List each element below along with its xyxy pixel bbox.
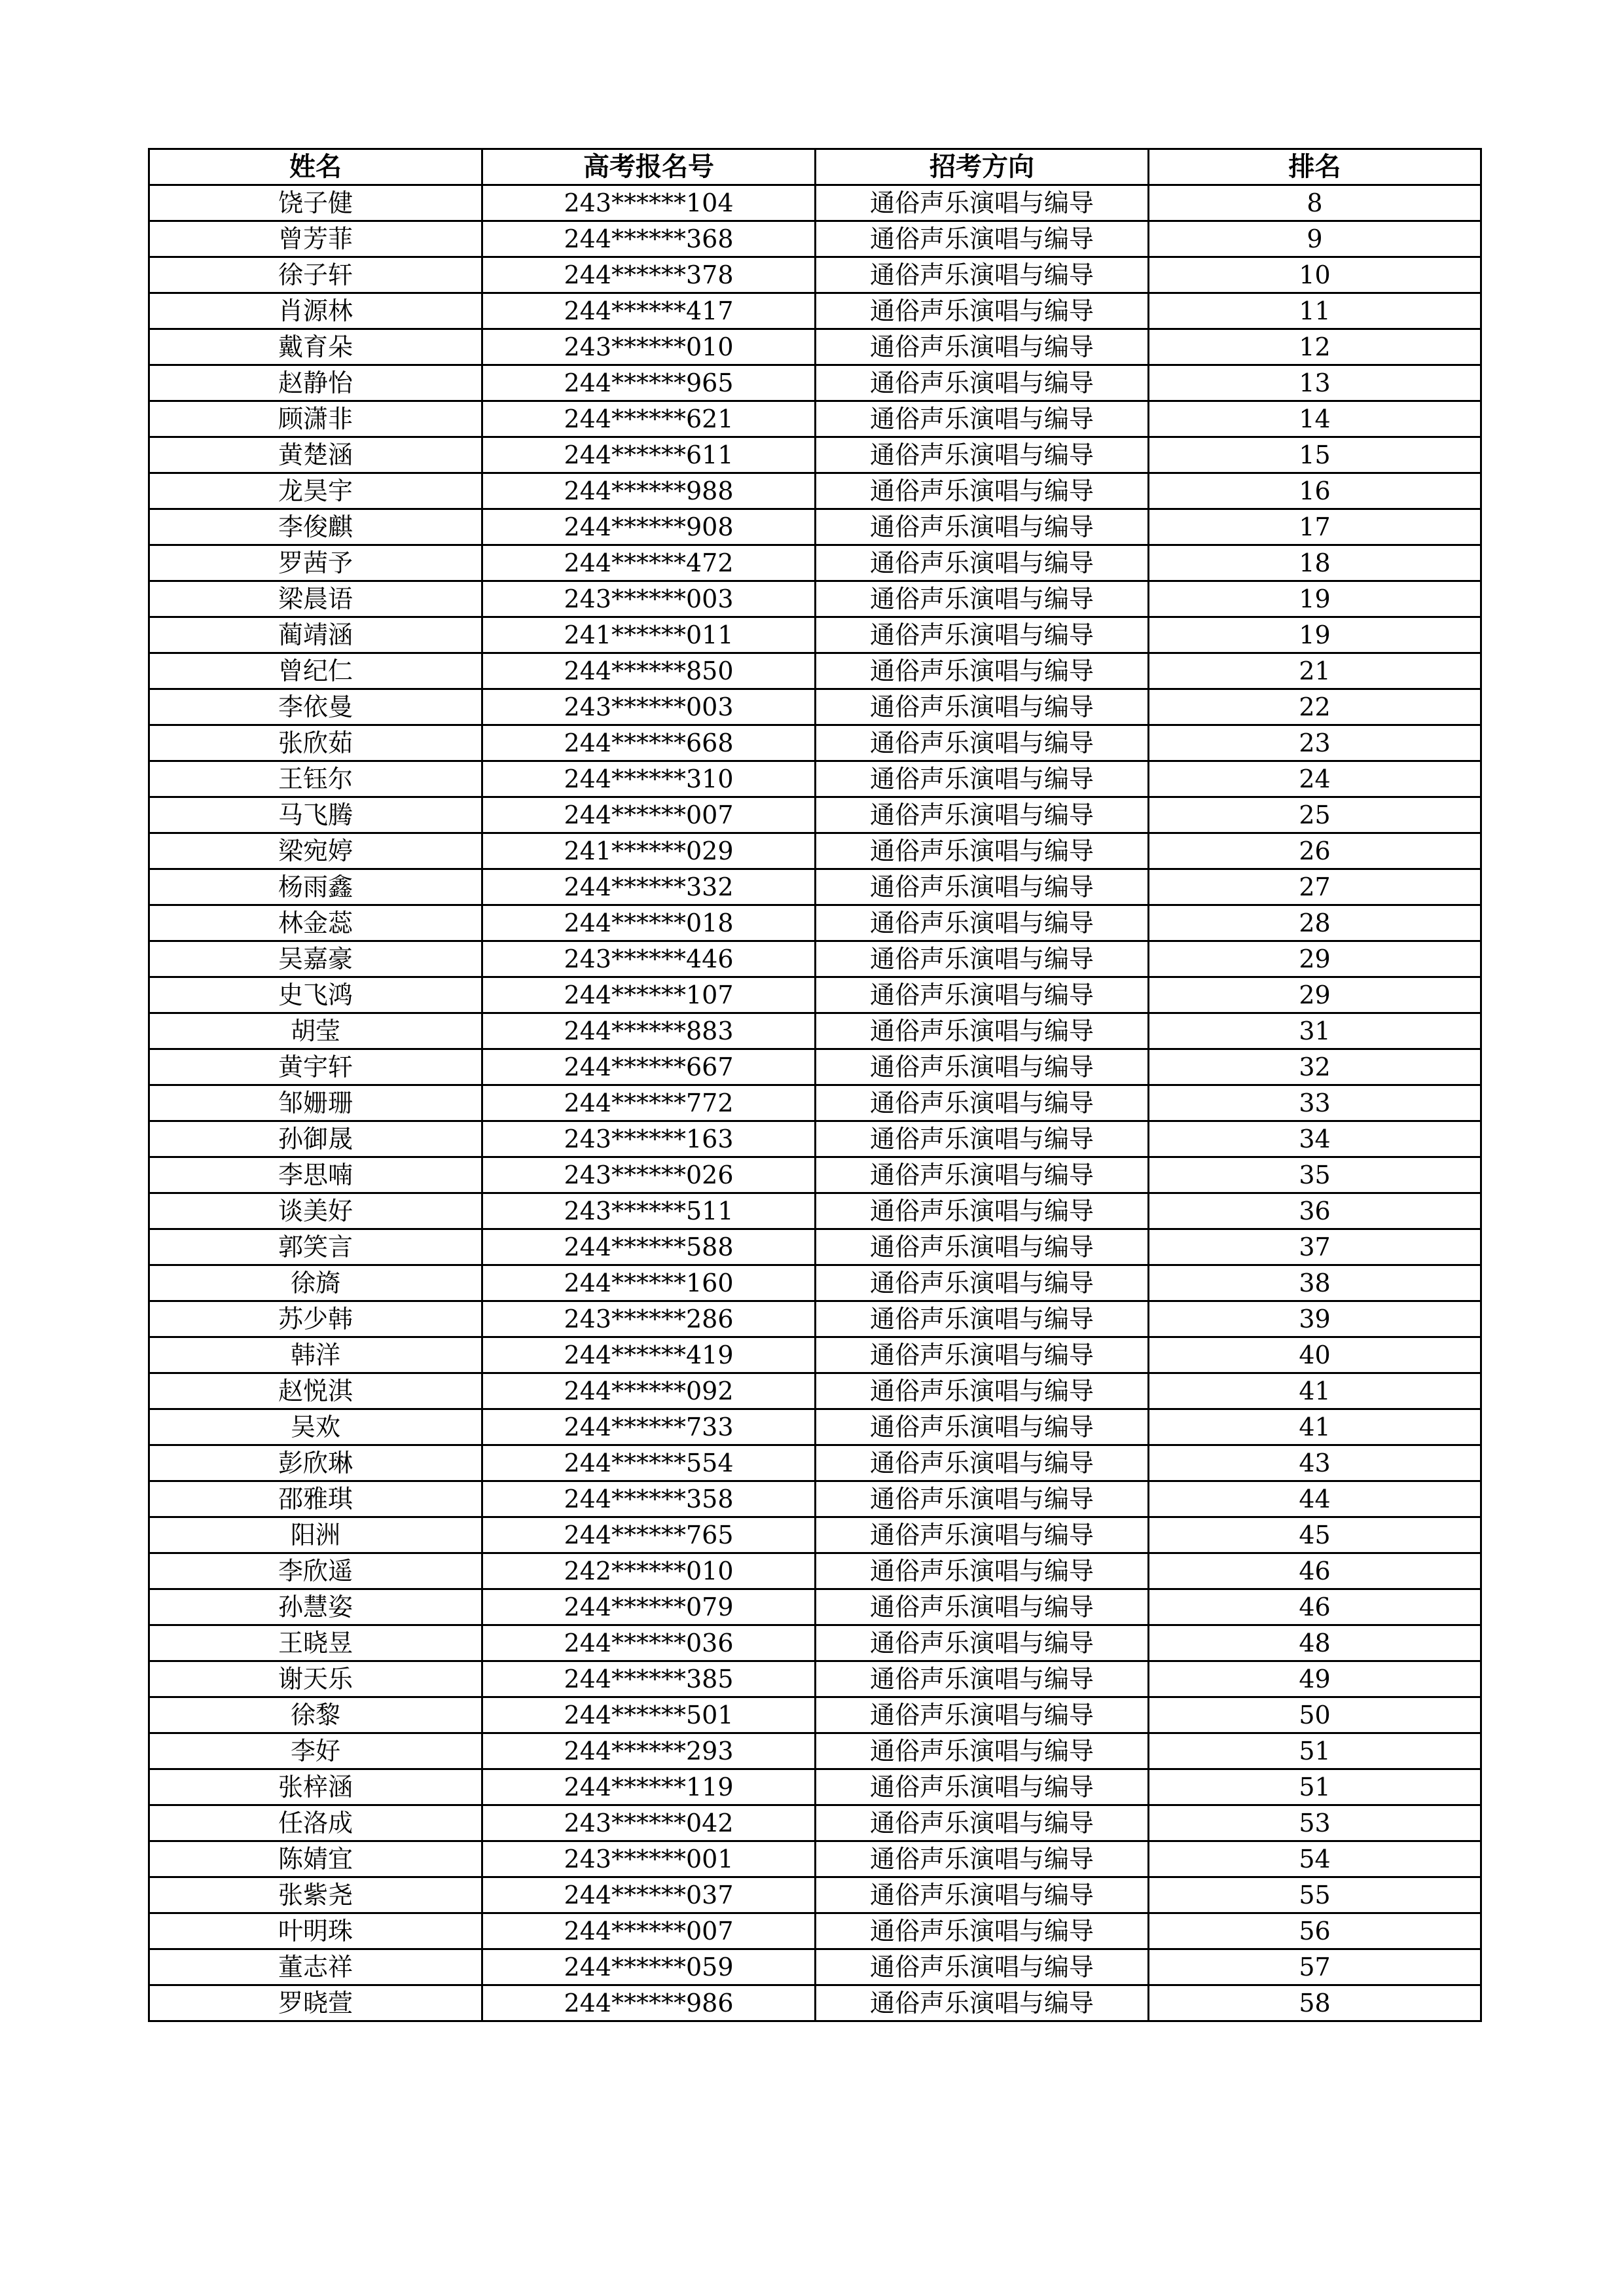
cell-rank: 23 bbox=[1149, 725, 1481, 761]
cell-rank: 10 bbox=[1149, 257, 1481, 293]
cell-rank: 33 bbox=[1149, 1085, 1481, 1121]
table-row bbox=[149, 1013, 1481, 1049]
cell-name: 罗晓萱 bbox=[149, 1985, 482, 2021]
table-row bbox=[149, 1661, 1481, 1697]
table-row bbox=[149, 1913, 1481, 1949]
table-row bbox=[149, 1193, 1481, 1229]
cell-name: 蔺靖涵 bbox=[149, 617, 482, 653]
cell-rank: 15 bbox=[1149, 437, 1481, 473]
cell-direction: 通俗声乐演唱与编导 bbox=[816, 1373, 1149, 1409]
cell-rank: 17 bbox=[1149, 509, 1481, 545]
header-registration-number: 高考报名号 bbox=[482, 149, 816, 185]
table-row bbox=[149, 1553, 1481, 1589]
cell-rank: 41 bbox=[1149, 1373, 1481, 1409]
cell-registration-number: 244******850 bbox=[482, 653, 816, 689]
cell-direction: 通俗声乐演唱与编导 bbox=[816, 1949, 1149, 1985]
cell-name: 徐子轩 bbox=[149, 257, 482, 293]
table-row bbox=[149, 1085, 1481, 1121]
cell-registration-number: 244******119 bbox=[482, 1769, 816, 1805]
table-row bbox=[149, 1409, 1481, 1445]
cell-rank: 19 bbox=[1149, 617, 1481, 653]
cell-direction: 通俗声乐演唱与编导 bbox=[816, 1229, 1149, 1265]
header-rank: 排名 bbox=[1149, 149, 1481, 185]
table-row bbox=[149, 1121, 1481, 1157]
cell-direction: 通俗声乐演唱与编导 bbox=[816, 869, 1149, 905]
cell-direction: 通俗声乐演唱与编导 bbox=[816, 725, 1149, 761]
cell-rank: 41 bbox=[1149, 1409, 1481, 1445]
cell-registration-number: 244******733 bbox=[482, 1409, 816, 1445]
cell-name: 肖源林 bbox=[149, 293, 482, 329]
header-name: 姓名 bbox=[149, 149, 482, 185]
cell-rank: 43 bbox=[1149, 1445, 1481, 1481]
table-row bbox=[149, 1589, 1481, 1625]
cell-registration-number: 244******417 bbox=[482, 293, 816, 329]
cell-registration-number: 243******003 bbox=[482, 689, 816, 725]
cell-direction: 通俗声乐演唱与编导 bbox=[816, 617, 1149, 653]
table-body bbox=[149, 185, 1481, 2021]
cell-rank: 51 bbox=[1149, 1733, 1481, 1769]
cell-registration-number: 244******908 bbox=[482, 509, 816, 545]
table-row bbox=[149, 1949, 1481, 1985]
cell-registration-number: 244******667 bbox=[482, 1049, 816, 1085]
table-row bbox=[149, 509, 1481, 545]
cell-name: 孙慧姿 bbox=[149, 1589, 482, 1625]
cell-direction: 通俗声乐演唱与编导 bbox=[816, 1517, 1149, 1553]
cell-direction: 通俗声乐演唱与编导 bbox=[816, 1085, 1149, 1121]
table-row bbox=[149, 437, 1481, 473]
cell-direction: 通俗声乐演唱与编导 bbox=[816, 1121, 1149, 1157]
cell-registration-number: 243******026 bbox=[482, 1157, 816, 1193]
table-row bbox=[149, 581, 1481, 617]
table-row bbox=[149, 1373, 1481, 1409]
table-row bbox=[149, 1841, 1481, 1877]
table-row bbox=[149, 401, 1481, 437]
cell-registration-number: 241******011 bbox=[482, 617, 816, 653]
table-row bbox=[149, 1769, 1481, 1805]
cell-direction: 通俗声乐演唱与编导 bbox=[816, 473, 1149, 509]
cell-name: 龙昊宇 bbox=[149, 473, 482, 509]
cell-registration-number: 244******079 bbox=[482, 1589, 816, 1625]
cell-name: 赵静怡 bbox=[149, 365, 482, 401]
cell-name: 陈婧宜 bbox=[149, 1841, 482, 1877]
cell-registration-number: 244******765 bbox=[482, 1517, 816, 1553]
table-row bbox=[149, 329, 1481, 365]
table-row bbox=[149, 653, 1481, 689]
cell-registration-number: 244******588 bbox=[482, 1229, 816, 1265]
cell-registration-number: 243******003 bbox=[482, 581, 816, 617]
cell-rank: 16 bbox=[1149, 473, 1481, 509]
cell-name: 吴欢 bbox=[149, 1409, 482, 1445]
cell-name: 史飞鸿 bbox=[149, 977, 482, 1013]
cell-direction: 通俗声乐演唱与编导 bbox=[816, 905, 1149, 941]
cell-rank: 22 bbox=[1149, 689, 1481, 725]
cell-direction: 通俗声乐演唱与编导 bbox=[816, 1841, 1149, 1877]
table-row bbox=[149, 905, 1481, 941]
cell-registration-number: 244******059 bbox=[482, 1949, 816, 1985]
cell-rank: 31 bbox=[1149, 1013, 1481, 1049]
cell-direction: 通俗声乐演唱与编导 bbox=[816, 1553, 1149, 1589]
cell-direction: 通俗声乐演唱与编导 bbox=[816, 833, 1149, 869]
table-row bbox=[149, 473, 1481, 509]
cell-direction: 通俗声乐演唱与编导 bbox=[816, 401, 1149, 437]
table-row bbox=[149, 545, 1481, 581]
table-row bbox=[149, 221, 1481, 257]
cell-direction: 通俗声乐演唱与编导 bbox=[816, 545, 1149, 581]
cell-registration-number: 244******554 bbox=[482, 1445, 816, 1481]
cell-name: 谈美好 bbox=[149, 1193, 482, 1229]
cell-registration-number: 243******286 bbox=[482, 1301, 816, 1337]
cell-registration-number: 244******472 bbox=[482, 545, 816, 581]
cell-registration-number: 244******107 bbox=[482, 977, 816, 1013]
cell-direction: 通俗声乐演唱与编导 bbox=[816, 1805, 1149, 1841]
table-row bbox=[149, 1985, 1481, 2021]
cell-rank: 40 bbox=[1149, 1337, 1481, 1373]
cell-direction: 通俗声乐演唱与编导 bbox=[816, 1481, 1149, 1517]
cell-registration-number: 244******611 bbox=[482, 437, 816, 473]
cell-name: 胡莹 bbox=[149, 1013, 482, 1049]
cell-direction: 通俗声乐演唱与编导 bbox=[816, 797, 1149, 833]
cell-name: 张梓涵 bbox=[149, 1769, 482, 1805]
cell-rank: 38 bbox=[1149, 1265, 1481, 1301]
cell-registration-number: 242******010 bbox=[482, 1553, 816, 1589]
cell-name: 郭笑言 bbox=[149, 1229, 482, 1265]
cell-name: 罗茜予 bbox=[149, 545, 482, 581]
cell-registration-number: 243******010 bbox=[482, 329, 816, 365]
cell-direction: 通俗声乐演唱与编导 bbox=[816, 1049, 1149, 1085]
cell-rank: 44 bbox=[1149, 1481, 1481, 1517]
cell-registration-number: 244******501 bbox=[482, 1697, 816, 1733]
cell-name: 苏少韩 bbox=[149, 1301, 482, 1337]
cell-direction: 通俗声乐演唱与编导 bbox=[816, 1661, 1149, 1697]
cell-registration-number: 244******007 bbox=[482, 1913, 816, 1949]
table-row bbox=[149, 1337, 1481, 1373]
header-direction: 招考方向 bbox=[816, 149, 1149, 185]
cell-direction: 通俗声乐演唱与编导 bbox=[816, 1013, 1149, 1049]
table-row bbox=[149, 797, 1481, 833]
cell-registration-number: 244******986 bbox=[482, 1985, 816, 2021]
cell-direction: 通俗声乐演唱与编导 bbox=[816, 1193, 1149, 1229]
cell-rank: 28 bbox=[1149, 905, 1481, 941]
cell-rank: 46 bbox=[1149, 1553, 1481, 1589]
cell-rank: 13 bbox=[1149, 365, 1481, 401]
cell-name: 徐旖 bbox=[149, 1265, 482, 1301]
cell-direction: 通俗声乐演唱与编导 bbox=[816, 437, 1149, 473]
cell-direction: 通俗声乐演唱与编导 bbox=[816, 1625, 1149, 1661]
cell-registration-number: 244******293 bbox=[482, 1733, 816, 1769]
table-row bbox=[149, 365, 1481, 401]
table-row bbox=[149, 1733, 1481, 1769]
cell-direction: 通俗声乐演唱与编导 bbox=[816, 761, 1149, 797]
cell-rank: 32 bbox=[1149, 1049, 1481, 1085]
cell-name: 曾纪仁 bbox=[149, 653, 482, 689]
cell-registration-number: 244******668 bbox=[482, 725, 816, 761]
cell-direction: 通俗声乐演唱与编导 bbox=[816, 365, 1149, 401]
table-row bbox=[149, 1517, 1481, 1553]
table-row bbox=[149, 617, 1481, 653]
cell-rank: 45 bbox=[1149, 1517, 1481, 1553]
cell-rank: 36 bbox=[1149, 1193, 1481, 1229]
cell-direction: 通俗声乐演唱与编导 bbox=[816, 977, 1149, 1013]
cell-name: 饶子健 bbox=[149, 185, 482, 221]
cell-name: 黄楚涵 bbox=[149, 437, 482, 473]
cell-direction: 通俗声乐演唱与编导 bbox=[816, 221, 1149, 257]
cell-registration-number: 243******104 bbox=[482, 185, 816, 221]
cell-name: 马飞腾 bbox=[149, 797, 482, 833]
cell-registration-number: 244******378 bbox=[482, 257, 816, 293]
cell-rank: 25 bbox=[1149, 797, 1481, 833]
cell-name: 谢天乐 bbox=[149, 1661, 482, 1697]
table-header-row bbox=[149, 149, 1481, 185]
cell-direction: 通俗声乐演唱与编导 bbox=[816, 1733, 1149, 1769]
cell-rank: 50 bbox=[1149, 1697, 1481, 1733]
cell-registration-number: 244******368 bbox=[482, 221, 816, 257]
cell-rank: 54 bbox=[1149, 1841, 1481, 1877]
cell-name: 吴嘉豪 bbox=[149, 941, 482, 977]
cell-rank: 19 bbox=[1149, 581, 1481, 617]
ranking-table bbox=[148, 148, 1482, 2022]
cell-registration-number: 241******029 bbox=[482, 833, 816, 869]
cell-registration-number: 243******446 bbox=[482, 941, 816, 977]
cell-rank: 49 bbox=[1149, 1661, 1481, 1697]
cell-registration-number: 244******332 bbox=[482, 869, 816, 905]
table-row bbox=[149, 1481, 1481, 1517]
cell-rank: 29 bbox=[1149, 941, 1481, 977]
cell-name: 李俊麒 bbox=[149, 509, 482, 545]
cell-direction: 通俗声乐演唱与编导 bbox=[816, 1985, 1149, 2021]
cell-registration-number: 244******772 bbox=[482, 1085, 816, 1121]
cell-name: 李思喃 bbox=[149, 1157, 482, 1193]
cell-name: 张欣茹 bbox=[149, 725, 482, 761]
table-row bbox=[149, 1625, 1481, 1661]
table-row bbox=[149, 941, 1481, 977]
cell-rank: 8 bbox=[1149, 185, 1481, 221]
table-row bbox=[149, 689, 1481, 725]
cell-rank: 55 bbox=[1149, 1877, 1481, 1913]
cell-rank: 29 bbox=[1149, 977, 1481, 1013]
cell-direction: 通俗声乐演唱与编导 bbox=[816, 329, 1149, 365]
table-row bbox=[149, 257, 1481, 293]
cell-direction: 通俗声乐演唱与编导 bbox=[816, 653, 1149, 689]
cell-name: 任洛成 bbox=[149, 1805, 482, 1841]
cell-registration-number: 244******988 bbox=[482, 473, 816, 509]
cell-registration-number: 244******007 bbox=[482, 797, 816, 833]
cell-registration-number: 243******163 bbox=[482, 1121, 816, 1157]
cell-rank: 51 bbox=[1149, 1769, 1481, 1805]
cell-name: 顾潇非 bbox=[149, 401, 482, 437]
cell-name: 戴育朵 bbox=[149, 329, 482, 365]
cell-registration-number: 243******001 bbox=[482, 1841, 816, 1877]
cell-name: 董志祥 bbox=[149, 1949, 482, 1985]
cell-name: 王钰尔 bbox=[149, 761, 482, 797]
cell-rank: 12 bbox=[1149, 329, 1481, 365]
cell-rank: 56 bbox=[1149, 1913, 1481, 1949]
table-row bbox=[149, 1229, 1481, 1265]
cell-direction: 通俗声乐演唱与编导 bbox=[816, 581, 1149, 617]
cell-direction: 通俗声乐演唱与编导 bbox=[816, 1913, 1149, 1949]
cell-direction: 通俗声乐演唱与编导 bbox=[816, 1589, 1149, 1625]
cell-registration-number: 244******310 bbox=[482, 761, 816, 797]
cell-registration-number: 244******965 bbox=[482, 365, 816, 401]
cell-name: 林金蕊 bbox=[149, 905, 482, 941]
cell-name: 孙御晟 bbox=[149, 1121, 482, 1157]
cell-registration-number: 244******883 bbox=[482, 1013, 816, 1049]
cell-name: 张紫尧 bbox=[149, 1877, 482, 1913]
cell-rank: 18 bbox=[1149, 545, 1481, 581]
cell-direction: 通俗声乐演唱与编导 bbox=[816, 509, 1149, 545]
table-row bbox=[149, 833, 1481, 869]
cell-name: 韩洋 bbox=[149, 1337, 482, 1373]
cell-rank: 9 bbox=[1149, 221, 1481, 257]
cell-rank: 48 bbox=[1149, 1625, 1481, 1661]
table-row bbox=[149, 869, 1481, 905]
table-row bbox=[149, 185, 1481, 221]
cell-direction: 通俗声乐演唱与编导 bbox=[816, 1697, 1149, 1733]
cell-name: 阳洲 bbox=[149, 1517, 482, 1553]
cell-direction: 通俗声乐演唱与编导 bbox=[816, 1445, 1149, 1481]
cell-rank: 34 bbox=[1149, 1121, 1481, 1157]
cell-rank: 24 bbox=[1149, 761, 1481, 797]
cell-direction: 通俗声乐演唱与编导 bbox=[816, 1877, 1149, 1913]
table-row bbox=[149, 293, 1481, 329]
cell-registration-number: 244******358 bbox=[482, 1481, 816, 1517]
cell-name: 邵雅琪 bbox=[149, 1481, 482, 1517]
cell-direction: 通俗声乐演唱与编导 bbox=[816, 185, 1149, 221]
cell-name: 曾芳菲 bbox=[149, 221, 482, 257]
cell-name: 赵悦淇 bbox=[149, 1373, 482, 1409]
cell-direction: 通俗声乐演唱与编导 bbox=[816, 293, 1149, 329]
cell-registration-number: 244******018 bbox=[482, 905, 816, 941]
cell-registration-number: 244******036 bbox=[482, 1625, 816, 1661]
cell-rank: 35 bbox=[1149, 1157, 1481, 1193]
cell-direction: 通俗声乐演唱与编导 bbox=[816, 1769, 1149, 1805]
cell-rank: 14 bbox=[1149, 401, 1481, 437]
cell-name: 邹姗珊 bbox=[149, 1085, 482, 1121]
cell-name: 徐黎 bbox=[149, 1697, 482, 1733]
cell-registration-number: 243******042 bbox=[482, 1805, 816, 1841]
cell-name: 黄宇轩 bbox=[149, 1049, 482, 1085]
table-row bbox=[149, 1697, 1481, 1733]
cell-name: 李依曼 bbox=[149, 689, 482, 725]
cell-rank: 27 bbox=[1149, 869, 1481, 905]
cell-registration-number: 244******037 bbox=[482, 1877, 816, 1913]
cell-rank: 46 bbox=[1149, 1589, 1481, 1625]
cell-name: 彭欣琳 bbox=[149, 1445, 482, 1481]
cell-rank: 58 bbox=[1149, 1985, 1481, 2021]
table-row bbox=[149, 725, 1481, 761]
cell-rank: 39 bbox=[1149, 1301, 1481, 1337]
table-row bbox=[149, 761, 1481, 797]
table-row bbox=[149, 977, 1481, 1013]
cell-rank: 53 bbox=[1149, 1805, 1481, 1841]
table-row bbox=[149, 1445, 1481, 1481]
cell-rank: 21 bbox=[1149, 653, 1481, 689]
cell-direction: 通俗声乐演唱与编导 bbox=[816, 1157, 1149, 1193]
cell-name: 杨雨鑫 bbox=[149, 869, 482, 905]
table-row bbox=[149, 1157, 1481, 1193]
cell-direction: 通俗声乐演唱与编导 bbox=[816, 1265, 1149, 1301]
cell-direction: 通俗声乐演唱与编导 bbox=[816, 941, 1149, 977]
cell-name: 梁宛婷 bbox=[149, 833, 482, 869]
cell-direction: 通俗声乐演唱与编导 bbox=[816, 1337, 1149, 1373]
table-row bbox=[149, 1301, 1481, 1337]
cell-name: 梁晨语 bbox=[149, 581, 482, 617]
table-row bbox=[149, 1877, 1481, 1913]
cell-registration-number: 244******092 bbox=[482, 1373, 816, 1409]
cell-direction: 通俗声乐演唱与编导 bbox=[816, 689, 1149, 725]
cell-rank: 37 bbox=[1149, 1229, 1481, 1265]
cell-registration-number: 244******621 bbox=[482, 401, 816, 437]
cell-registration-number: 244******419 bbox=[482, 1337, 816, 1373]
cell-registration-number: 243******511 bbox=[482, 1193, 816, 1229]
cell-direction: 通俗声乐演唱与编导 bbox=[816, 257, 1149, 293]
cell-rank: 26 bbox=[1149, 833, 1481, 869]
cell-rank: 11 bbox=[1149, 293, 1481, 329]
table-row bbox=[149, 1265, 1481, 1301]
cell-direction: 通俗声乐演唱与编导 bbox=[816, 1409, 1149, 1445]
cell-name: 李好 bbox=[149, 1733, 482, 1769]
cell-name: 王晓昱 bbox=[149, 1625, 482, 1661]
cell-registration-number: 244******385 bbox=[482, 1661, 816, 1697]
cell-name: 叶明珠 bbox=[149, 1913, 482, 1949]
cell-registration-number: 244******160 bbox=[482, 1265, 816, 1301]
cell-rank: 57 bbox=[1149, 1949, 1481, 1985]
cell-name: 李欣遥 bbox=[149, 1553, 482, 1589]
table-row bbox=[149, 1805, 1481, 1841]
table-row bbox=[149, 1049, 1481, 1085]
cell-direction: 通俗声乐演唱与编导 bbox=[816, 1301, 1149, 1337]
